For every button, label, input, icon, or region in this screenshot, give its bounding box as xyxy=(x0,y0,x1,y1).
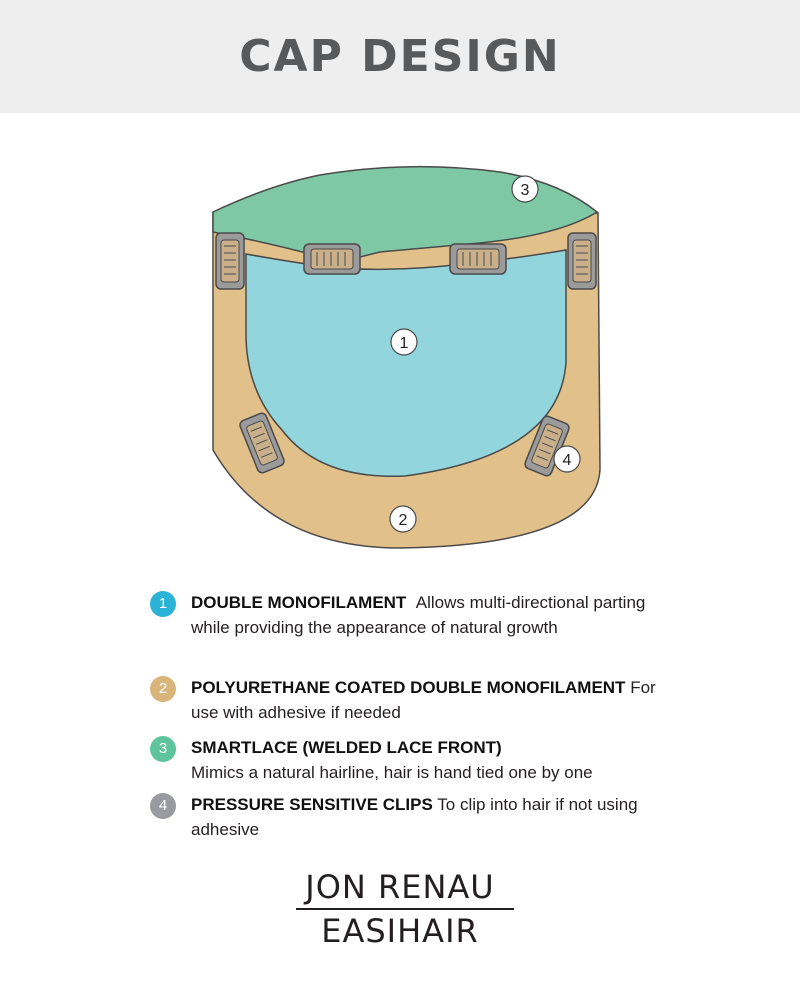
clip-front-left xyxy=(304,244,360,274)
cap-diagram xyxy=(0,113,800,573)
legend-description: Allows multi-directional parting while providing the appearance of natural growth xyxy=(191,593,646,637)
clip-top-right xyxy=(568,233,596,289)
legend-term: POLYURETHANE COATED DOUBLE MONOFILAMENT xyxy=(191,678,626,697)
callout-3 xyxy=(512,176,538,202)
svg-text:4: 4 xyxy=(562,452,572,469)
legend-description: To clip into hair if not using adhesive xyxy=(191,795,638,839)
svg-text:3: 3 xyxy=(520,182,530,199)
legend-number-2: 2 xyxy=(150,676,176,702)
legend-text xyxy=(191,735,661,785)
page-title: CAP DESIGN xyxy=(239,31,561,82)
brand-divider xyxy=(296,908,514,910)
legend-number-1: 1 xyxy=(150,591,176,617)
svg-text:2: 2 xyxy=(398,512,408,529)
legend-description: For use with adhesive if needed xyxy=(191,678,656,722)
legend-number-3: 3 xyxy=(150,736,176,762)
callout-4 xyxy=(554,446,580,472)
legend-description: Mimics a natural hairline, hair is hand tied one by one xyxy=(191,763,593,782)
callout-1 xyxy=(391,329,417,355)
legend-term: PRESSURE SENSITIVE CLIPS xyxy=(191,795,433,814)
legend-text xyxy=(191,792,661,842)
header-bar xyxy=(0,0,800,113)
cap-diagram-svg xyxy=(0,113,800,573)
clip-front-right xyxy=(450,244,506,274)
brand-logo-bottom: EASIHAIR xyxy=(321,912,479,950)
legend-text xyxy=(191,675,661,725)
brand-logo-top: JON RENAU xyxy=(305,868,495,906)
legend-term: DOUBLE MONOFILAMENT xyxy=(191,593,407,612)
clip-top-left xyxy=(216,233,244,289)
callout-2 xyxy=(390,506,416,532)
legend-number-4: 4 xyxy=(150,793,176,819)
svg-text:1: 1 xyxy=(399,335,409,352)
legend-text xyxy=(191,590,661,640)
legend-term: SMARTLACE (WELDED LACE FRONT) xyxy=(191,738,502,757)
